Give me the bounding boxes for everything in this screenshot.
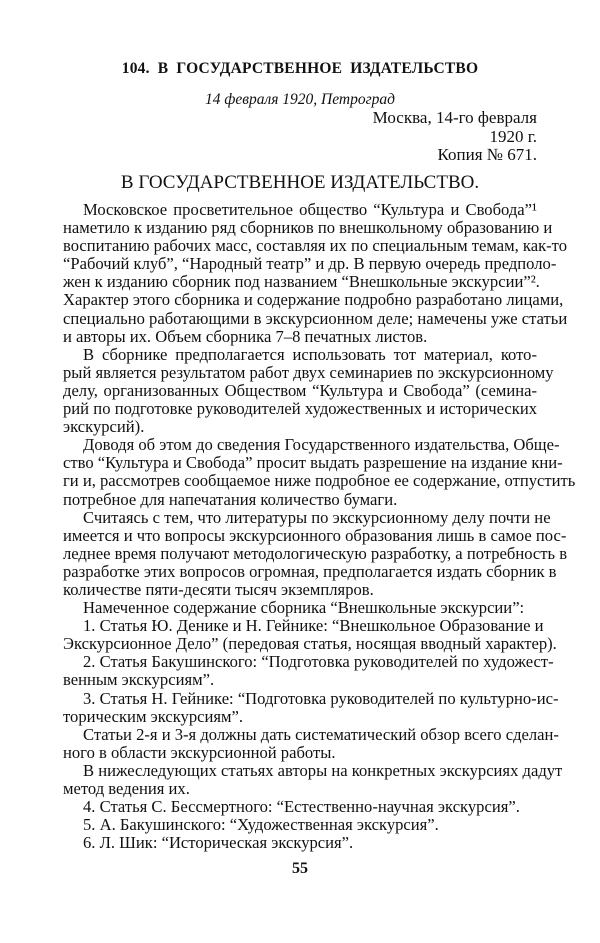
text-line: ство “Культура и Свобода” просит выдать разрешение на издание кни- <box>63 453 563 473</box>
text-line: В сборнике предполагается использовать тот материал, кото- <box>83 344 537 364</box>
text-line: Экскурсионное Дело” (передовая статья, носящая вводный характер). <box>63 634 557 654</box>
text-line: 6. Л. Шик: “Историческая экскурсия”. <box>83 833 354 853</box>
text-line: 5. А. Бакушинского: “Художественная экскурсия”. <box>83 815 439 835</box>
year: 1920 г. <box>489 127 537 146</box>
paragraph <box>63 344 554 437</box>
paragraph <box>63 507 568 599</box>
text-line: потребное для напечатания количество бумаги. <box>63 489 398 509</box>
paragraph <box>63 652 554 690</box>
text-line: количестве пяти-десяти тысяч экземпляров. <box>63 579 374 599</box>
paragraph <box>63 760 563 798</box>
text-line: 3. Статья Н. Гейнике: “Подготовка руководителей по культурно-ис- <box>83 688 559 708</box>
page-number: 55 <box>292 860 308 877</box>
text-line: венным экскурсиям”. <box>63 670 215 690</box>
text-line: метод ведения их. <box>63 779 190 798</box>
text-line: леднее время получают методологическую разработку, а потребность в <box>63 543 568 563</box>
text-line: наметило к изданию ряд сборников по внешкольному образованию и <box>63 218 553 238</box>
text-line: разработке этих вопросов огромная, предполагается издать сборник в <box>63 561 557 581</box>
paragraph <box>63 616 557 654</box>
copy-number: Копия № 671. <box>437 145 537 164</box>
place-date: Москва, 14-го февраля <box>372 108 537 127</box>
text-line: Московское просветительное общество “Культура и Свобода”¹ <box>83 200 537 219</box>
text-line: ного в области экскурсионной работы. <box>63 742 336 762</box>
letter-body <box>63 200 576 853</box>
text-line: рый является результатом работ двух семинариев по экскурсионному <box>63 362 554 382</box>
text-line: 2. Статья Бакушинского: “Подготовка руководителей по художест- <box>83 652 554 672</box>
letter-heading: В ГОСУДАРСТВЕННОЕ ИЗДАТЕЛЬСТВО. <box>120 172 480 193</box>
text-line: Доводя об этом до сведения Государственного издательства, Обще- <box>83 435 560 455</box>
text-line: 1. Статья Ю. Денике и Н. Гейнике: “Внешкольное Образование и <box>83 616 544 636</box>
document-title: 104. В ГОСУДАРСТВЕННОЕ ИЗДАТЕЛЬСТВО <box>121 60 479 77</box>
text-line: рий по подготовке руководителей художественных и исторических <box>63 399 537 419</box>
text-line: экскурсий). <box>63 417 145 437</box>
text-line: Характер этого сборника и содержание подробно разработано лицами, <box>63 290 564 310</box>
document-date-line: 14 февраля 1920, Петроград <box>204 91 396 108</box>
text-line: воспитанию рабочих масс, составляя их по специальным темам, как-то <box>63 236 567 256</box>
paragraph <box>63 834 537 852</box>
text-line: специально работающими в экскурсионном деле; намечены уже статьи <box>63 308 568 328</box>
text-line: В нижеследующих статьях авторы на конкретных экскурсиях дадут <box>83 760 563 780</box>
paragraph <box>63 200 568 346</box>
text-line: имеется и что вопросы экскурсионного образования лишь в самое пос- <box>63 525 567 545</box>
text-line: делу, организованных Обществом “Культура и Свобода” (семина- <box>63 380 537 400</box>
paragraph <box>63 688 559 726</box>
text-line: Считаясь с тем, что литературы по экскурсионному делу почти не <box>83 507 551 527</box>
text-line: 4. Статья С. Бессмертного: “Естественно-научная экскурсия”. <box>83 797 520 817</box>
text-line: ги и, рассмотрев сообщаемое ниже подробное ее содержание, отпустить <box>63 471 576 491</box>
text-line: торическим экскурсиям”. <box>63 706 244 726</box>
paragraph <box>63 816 537 834</box>
text-line: Намеченное содержание сборника “Внешкольные экскурсии”: <box>83 598 525 618</box>
text-line: Статьи 2-я и 3-я должны дать систематический обзор всего сделан- <box>83 724 559 744</box>
paragraph <box>63 798 537 816</box>
paragraph <box>63 435 576 509</box>
paragraph <box>63 724 559 762</box>
text-line: и авторы их. Объем сборника 7–8 печатных листов. <box>63 326 428 346</box>
text-line: жен к изданию сборник под названием “Внешкольные экскурсии”². <box>63 272 540 292</box>
text-line: “Рабочий клуб”, “Народный театр” и др. В первую очередь предполо- <box>63 254 557 274</box>
paragraph <box>63 599 537 617</box>
